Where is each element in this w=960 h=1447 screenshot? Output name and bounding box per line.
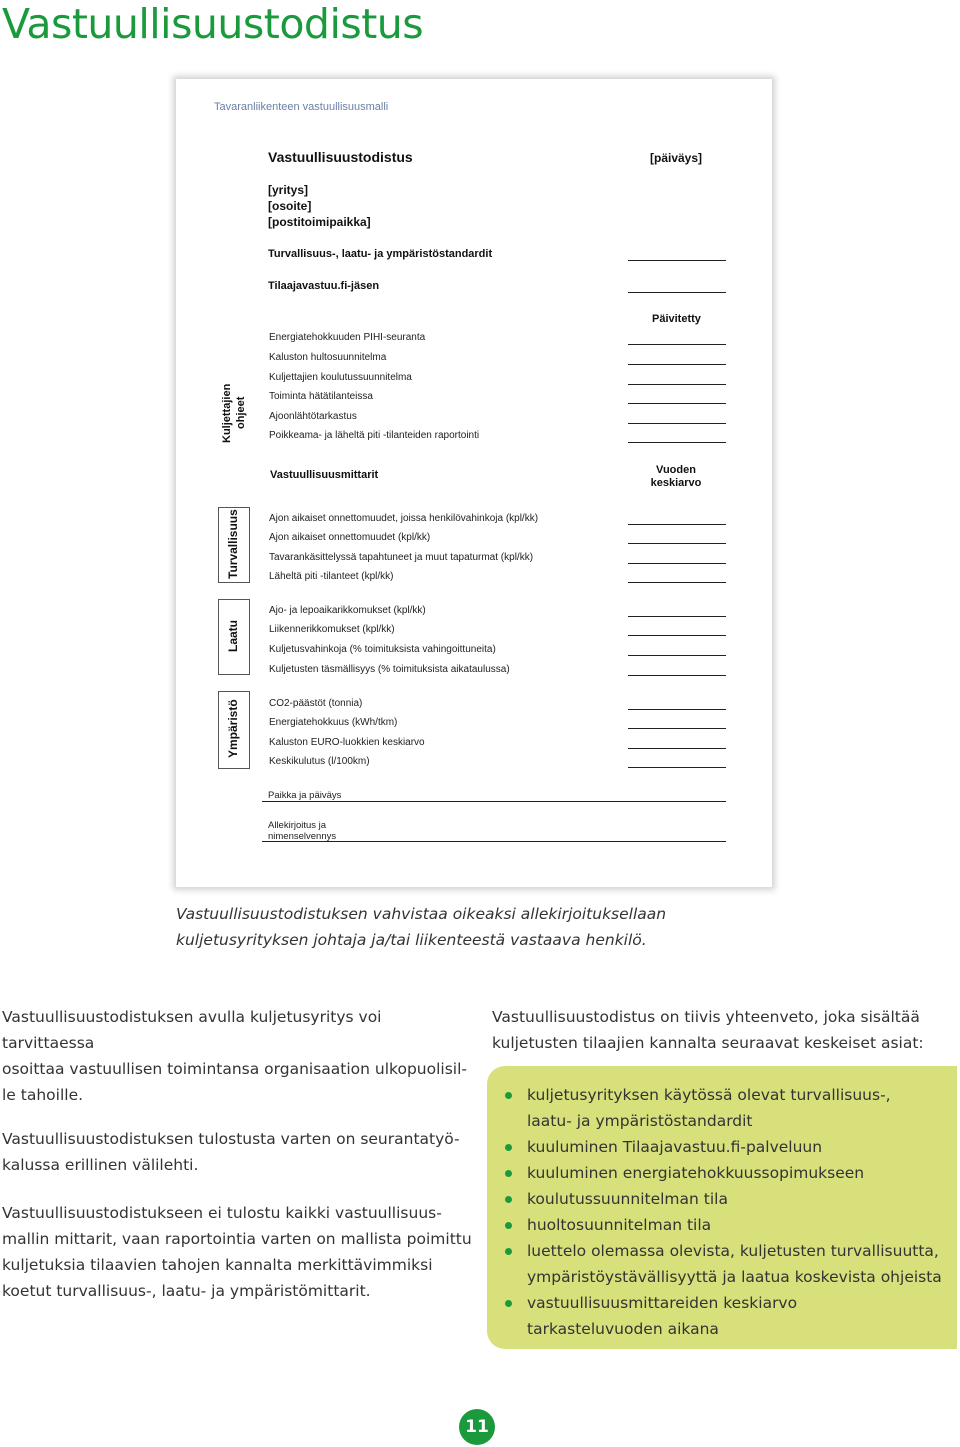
environment-group-label: Ympäristö bbox=[226, 699, 240, 759]
instruction-date-line bbox=[628, 442, 726, 443]
bullet-dot-icon bbox=[505, 1300, 512, 1307]
text-line: mallin mittarit, vaan raportointia varten on mallista poimittu bbox=[2, 1230, 472, 1248]
caption-line: Vastuullisuustodistuksen vahvistaa oikeaksi allekirjoituksellaan bbox=[176, 905, 667, 923]
bullet-dot-icon bbox=[505, 1092, 512, 1099]
bullet-dot-icon bbox=[505, 1248, 512, 1255]
left-column bbox=[2, 1004, 472, 1322]
safety-value-line bbox=[628, 582, 726, 583]
instruction-item: Toiminta hätätilanteissa bbox=[269, 391, 373, 402]
text-line: tarkasteluvuoden aikana bbox=[527, 1320, 719, 1338]
key-points-box bbox=[487, 1066, 957, 1349]
form-title: Vastuullisuustodistus bbox=[268, 149, 413, 165]
environment-value-line bbox=[628, 748, 726, 749]
certificate-form bbox=[176, 79, 772, 887]
text-line: Vastuullisuustodistus on tiivis yhteenveto, joka sisältää bbox=[492, 1008, 920, 1026]
instruction-date-line bbox=[628, 423, 726, 424]
bullet-dot-icon bbox=[505, 1196, 512, 1203]
bullet-dot-icon bbox=[505, 1144, 512, 1151]
quality-value-line bbox=[628, 655, 726, 656]
member-value-line bbox=[628, 292, 726, 293]
signature-label-line-2: nimenselvennys bbox=[268, 831, 337, 842]
signature-line bbox=[262, 841, 726, 842]
safety-group-label: Turvallisuus bbox=[226, 509, 240, 579]
instruction-item: Kaluston hultosuunnitelma bbox=[269, 352, 387, 363]
left-paragraph-3 bbox=[2, 1200, 472, 1304]
instruction-date-line bbox=[628, 344, 726, 345]
instruction-date-line bbox=[628, 403, 726, 404]
text-line: Vastuullisuustodistuksen avulla kuljetusyritys voi tarvittaessa bbox=[2, 1008, 382, 1052]
environment-metric: Keskikulutus (l/100km) bbox=[269, 756, 370, 767]
text-line: luettelo olemassa olevista, kuljetusten turvallisuutta, bbox=[527, 1242, 939, 1260]
text-line: Vastuullisuustodistukseen ei tulostu kaikki vastuullisuus- bbox=[2, 1204, 442, 1222]
key-point bbox=[487, 1212, 957, 1238]
place-date-line bbox=[262, 801, 726, 802]
environment-metric: Energiatehokkuus (kWh/tkm) bbox=[269, 717, 398, 728]
environment-value-line bbox=[628, 767, 726, 768]
key-point bbox=[487, 1160, 957, 1186]
key-point bbox=[487, 1290, 957, 1342]
text-line: kuuluminen energiatehokkuussopimukseen bbox=[527, 1164, 865, 1182]
quality-group-label: Laatu bbox=[226, 620, 240, 653]
text-line: kalussa erillinen välilehti. bbox=[2, 1156, 199, 1174]
quality-value-line bbox=[628, 675, 726, 676]
key-points-list bbox=[487, 1066, 957, 1342]
standards-label: Turvallisuus-, laatu- ja ympäristöstandardit bbox=[268, 248, 493, 260]
text-line: kuljetuksia tilaavien tahojen kannalta merkittävimmiksi bbox=[2, 1256, 433, 1274]
text-line: koetut turvallisuus-, laatu- ja ympäristömittarit. bbox=[2, 1282, 371, 1300]
bullet-dot-icon bbox=[505, 1170, 512, 1177]
safety-value-line bbox=[628, 524, 726, 525]
text-line: osoittaa vastuullisen toimintansa organisaation ulkopuolisil- bbox=[2, 1060, 467, 1078]
instruction-date-line bbox=[628, 364, 726, 365]
postal-placeholder: [postitoimipaikka] bbox=[268, 215, 371, 229]
instruction-item: Poikkeama- ja läheltä piti -tilanteiden raportointi bbox=[269, 430, 480, 441]
instruction-item: Kuljettajien koulutussuunnitelma bbox=[269, 372, 412, 383]
environment-value-line bbox=[628, 709, 726, 710]
place-date-label: Paikka ja päiväys bbox=[268, 790, 342, 801]
instruction-item: Ajoonlähtötarkastus bbox=[269, 411, 357, 422]
text-line: le tahoille. bbox=[2, 1086, 84, 1104]
quality-metric: Kuljetusvahinkoja (% toimituksista vahingoittuneita) bbox=[269, 644, 496, 655]
environment-value-line bbox=[628, 728, 726, 729]
company-placeholder: [yritys] bbox=[268, 183, 309, 197]
environment-metric: CO2-päästöt (tonnia) bbox=[269, 698, 363, 709]
text-line: Vastuullisuustodistuksen tulostusta varten on seurantatyö- bbox=[2, 1130, 460, 1148]
text-line: vastuullisuusmittareiden keskiarvo bbox=[527, 1294, 798, 1312]
text-line: kuljetusyrityksen käytössä olevat turvallisuus-, bbox=[527, 1086, 891, 1104]
updated-header: Päivitetty bbox=[652, 313, 701, 325]
instructions-group-label: Kuljettajien ohjeet bbox=[221, 383, 247, 443]
environment-metric: Kaluston EURO-luokkien keskiarvo bbox=[269, 737, 425, 748]
average-header: Vuoden keskiarvo bbox=[650, 464, 702, 489]
safety-value-line bbox=[628, 563, 726, 564]
quality-metric: Kuljetusten täsmällisyys (% toimituksista aikataulussa) bbox=[269, 664, 510, 675]
key-point bbox=[487, 1186, 957, 1212]
text-line: kuljetusten tilaajien kannalta seuraavat keskeiset asiat: bbox=[492, 1034, 924, 1052]
caption-line: kuljetusyrityksen johtaja ja/tai liikenteestä vastaava henkilö. bbox=[176, 931, 647, 949]
instruction-date-line bbox=[628, 384, 726, 385]
signature-label-line-1: Allekirjoitus ja bbox=[268, 820, 327, 831]
key-point bbox=[487, 1082, 957, 1134]
key-point bbox=[487, 1238, 957, 1290]
text-line: laatu- ja ympäristöstandardit bbox=[527, 1112, 753, 1130]
bullet-dot-icon bbox=[505, 1222, 512, 1229]
date-placeholder: [päiväys] bbox=[650, 151, 703, 165]
page-title: Vastuullisuustodistus bbox=[2, 0, 424, 48]
safety-metric: Läheltä piti -tilanteet (kpl/kk) bbox=[269, 571, 394, 582]
right-column-intro bbox=[492, 1004, 952, 1056]
left-paragraph-1 bbox=[2, 1004, 472, 1108]
key-point bbox=[487, 1134, 957, 1160]
text-line: ympäristöystävällisyyttä ja laatua koskevista ohjeista bbox=[527, 1268, 942, 1286]
instruction-item: Energiatehokkuuden PIHI-seuranta bbox=[269, 332, 426, 343]
member-label: Tilaajavastuu.fi-jäsen bbox=[268, 280, 380, 292]
form-caption bbox=[176, 901, 736, 953]
metrics-header: Vastuullisuusmittarit bbox=[270, 469, 379, 481]
text-line: kuuluminen Tilaajavastuu.fi-palveluun bbox=[527, 1138, 823, 1156]
left-paragraph-2 bbox=[2, 1126, 472, 1178]
address-placeholder: [osoite] bbox=[268, 199, 312, 213]
quality-value-line bbox=[628, 635, 726, 636]
safety-metric: Ajon aikaiset onnettomuudet, joissa henkilövahinkoja (kpl/kk) bbox=[269, 513, 539, 524]
form-source-label: Tavaranliikenteen vastuullisuusmalli bbox=[214, 101, 389, 113]
safety-metric: Tavarankäsittelyssä tapahtuneet ja muut tapaturmat (kpl/kk) bbox=[269, 552, 534, 563]
quality-metric: Ajo- ja lepoaikarikkomukset (kpl/kk) bbox=[269, 605, 426, 616]
safety-value-line bbox=[628, 543, 726, 544]
text-line: huoltosuunnitelman tila bbox=[527, 1216, 712, 1234]
standards-value-line bbox=[628, 260, 726, 261]
quality-value-line bbox=[628, 616, 726, 617]
text-line: koulutussuunnitelman tila bbox=[527, 1190, 728, 1208]
quality-metric: Liikennerikkomukset (kpl/kk) bbox=[269, 624, 395, 635]
page-number-badge: 11 bbox=[459, 1409, 495, 1445]
safety-metric: Ajon aikaiset onnettomuudet (kpl/kk) bbox=[269, 532, 431, 543]
